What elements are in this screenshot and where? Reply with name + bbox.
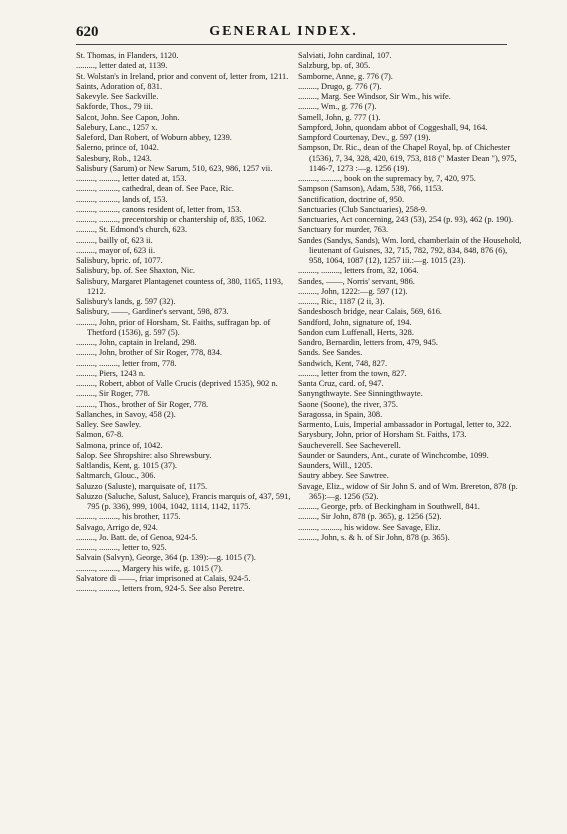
index-entry: Salcot, John. See Capon, John. bbox=[76, 112, 180, 122]
index-column-left bbox=[76, 51, 291, 594]
index-entry: Salisbury (Sarum) or New Sarum, 510, 623, 986, 1257 vii. bbox=[76, 163, 273, 173]
index-entry: Salebury, Lanc., 1257 x. bbox=[76, 122, 158, 132]
index-entry: Sandwich, Kent, 748, 827. bbox=[298, 358, 388, 368]
index-entry: ........., ........., his widow. See Savage, Eliz. bbox=[298, 522, 441, 532]
index-entry: ........., John, 1222:—g. 597 (12). bbox=[298, 286, 408, 296]
index-entry: ........., Sir Roger, 778. bbox=[76, 389, 150, 399]
index-entry: Salisbury, bpric. of, 1077. bbox=[76, 256, 163, 265]
index-entry: Salisbury, Margaret Plantagenet countess of, 380, 1165, 1193, 1212. bbox=[76, 276, 284, 296]
index-entry: Salvain (Salvyn), George, 364 (p. 139):—g. 1015 (7). bbox=[76, 553, 256, 563]
index-entry: ........., John, brother of Sir Roger, 778, 834. bbox=[76, 348, 222, 358]
index-entry: Sautry abbey. See Sawtree. bbox=[298, 471, 389, 481]
index-entry: Saucheverell. See Sacheverell. bbox=[298, 440, 401, 450]
index-entry: ........., ........., letter to, 925. bbox=[76, 543, 167, 552]
index-entry: ........., ........., letter from, 778. bbox=[76, 358, 177, 368]
index-entry: Santa Cruz, card. of, 947. bbox=[298, 379, 384, 388]
index-entry: ........., ........., lands of, 153. bbox=[76, 194, 168, 204]
index-entry: Sampford Courtenay, Dev., g. 597 (19). bbox=[298, 133, 431, 142]
index-entry: ........., Piers, 1243 n. bbox=[76, 368, 146, 378]
index-entry: ........., Marg. See Windsor, Sir Wm., his wife. bbox=[298, 92, 451, 101]
index-entry: ........., John, s. & h. of Sir John, 878 (p. 365). bbox=[298, 532, 450, 542]
index-entry: Sampford, John, quondam abbot of Coggeshall, 94, 164. bbox=[298, 122, 488, 132]
index-entry: ........., ........., canons resident of, letter from, 153. bbox=[76, 204, 242, 214]
index-entry: Sandes, ——, Norris' servant, 986. bbox=[298, 276, 415, 286]
index-column-right bbox=[298, 51, 523, 543]
index-entry: Salmona, prince of, 1042. bbox=[76, 440, 163, 450]
index-entry: ........., George, prb. of Beckingham in Southwell, 841. bbox=[298, 502, 480, 511]
index-entry: Sallanches, in Savoy, 458 (2). bbox=[76, 409, 176, 419]
page-title: GENERAL INDEX. bbox=[209, 24, 358, 39]
index-entry: Salvatore di ——, friar imprisoned at Calais, 924-5. bbox=[76, 573, 251, 583]
index-entry: ........., ........., letters from, 924-5. See also Peretre. bbox=[76, 584, 245, 593]
index-entry: Sanctuaries (Club Sanctuaries), 258-9. bbox=[298, 204, 428, 214]
page-number: 620 bbox=[76, 24, 99, 40]
index-entry: Sanctuaries, Act concerning, 243 (53), 254 (p. 93), 462 (p. 190). bbox=[298, 215, 514, 224]
index-entry: ........., ........., Margery his wife, g. 1015 (7). bbox=[76, 563, 223, 573]
index-entry: Sandford, John, signature of, 194. bbox=[298, 317, 412, 327]
index-entry: Salop. See Shropshire: also Shrewsbury. bbox=[76, 450, 212, 460]
index-entry: ........., Robert, abbot of Valle Crucis (deprived 1535), 902 n. bbox=[76, 379, 278, 388]
index-entry: Salmon, 67-8. bbox=[76, 430, 124, 440]
header-rule bbox=[76, 44, 507, 45]
index-entry: ........., St. Edmond's church, 623. bbox=[76, 225, 188, 235]
index-entry: Sandon cum Luffenall, Herts, 328. bbox=[298, 327, 414, 337]
index-entry: Saluzzo (Saluche, Salust, Saluce), Francis marquis of, 437, 591, 795 (p. 336), 999, 1004, 1042, 1114, 1142, 1175. bbox=[76, 491, 291, 511]
index-entry: ........., letter from the town, 827. bbox=[298, 368, 407, 378]
index-entry: Salisbury, bp. of. See Shaxton, Nic. bbox=[76, 266, 196, 276]
index-entry: ........., Wm., g. 776 (7). bbox=[298, 102, 377, 112]
index-entry: Saluzzo (Saluste), marquisate of, 1175. bbox=[76, 481, 208, 491]
index-entry: ........., bailly of, 623 ii. bbox=[76, 235, 153, 245]
index-entry: ........., ........., precentorship or chantership of, 835, 1062. bbox=[76, 215, 267, 224]
index-entry: Saunder or Saunders, Ant., curate of Winchcombe, 1099. bbox=[298, 450, 489, 460]
index-entry: Sakevyle. See Sackville. bbox=[76, 92, 159, 101]
index-entry: ........., ........., letters from, 32, 1064. bbox=[298, 266, 419, 276]
index-entry: ........., ........., letter dated at, 153. bbox=[76, 174, 187, 183]
index-entry: Sandro, Bernardin, letters from, 479, 945. bbox=[298, 338, 439, 347]
index-entry: Sandesbosch bridge, near Calais, 569, 616. bbox=[298, 307, 442, 317]
index-entry: St. Wolstan's in Ireland, prior and convent of, letter from, 1211. bbox=[76, 71, 289, 81]
index-entry: Salley. See Sawley. bbox=[76, 420, 141, 429]
index-entry: ........., ........., his brother, 1175. bbox=[76, 512, 181, 522]
index-entry: ........., Thos., brother of Sir Roger, 778. bbox=[76, 399, 209, 409]
index-entry: Salisbury, ——, Gardiner's servant, 598, 873. bbox=[76, 307, 229, 317]
index-entry: St. Thomas, in Flanders, 1120. bbox=[76, 51, 179, 60]
index-entry: ........., Jo. Batt. de, of Genoa, 924-5. bbox=[76, 532, 198, 542]
index-entry: Saltmarch, Glouc., 306. bbox=[76, 471, 156, 481]
index-entry: ........., Drugo, g. 776 (7). bbox=[298, 81, 382, 91]
index-entry: ........., Sir John, 878 (p. 365), g. 1256 (52). bbox=[298, 512, 442, 522]
index-entry: Salvago, Arrigo de, 924. bbox=[76, 522, 158, 532]
index-entry: ........., John, prior of Horsham, St. Faiths, suffragan bp. of Thetford (1536), g. 597 (5). bbox=[76, 317, 271, 337]
index-entry: Sanctification, doctrine of, 950. bbox=[298, 194, 405, 204]
index-entry: Samell, John, g. 777 (1). bbox=[298, 112, 381, 122]
index-entry: Sarmento, Luis, Imperial ambassador in Portugal, letter to, 322. bbox=[298, 420, 512, 429]
index-entry: Saragossa, in Spain, 308. bbox=[298, 409, 383, 419]
index-entry: Salesbury, Rob., 1243. bbox=[76, 153, 152, 163]
index-entry: Sakforde, Thos., 79 iii. bbox=[76, 102, 153, 112]
index-entry: Saunders, Will., 1205. bbox=[298, 461, 373, 470]
index-entry: Saleford, Dan Robert, of Woburn abbey, 1239. bbox=[76, 133, 232, 142]
index-entry: ........., ........., cathedral, dean of. See Pace, Ric. bbox=[76, 184, 234, 194]
index-entry: ........., John, captain in Ireland, 298. bbox=[76, 338, 197, 347]
index-entry: Saone (Soone), the river, 375. bbox=[298, 399, 398, 409]
index-entry: Salviati, John cardinal, 107. bbox=[298, 51, 392, 60]
index-entry: Sands. See Sandes. bbox=[298, 348, 363, 358]
index-entry: Sarysbury, John, prior of Horsham St. Faiths, 173. bbox=[298, 430, 467, 440]
index-entry: ........., letter dated at, 1139. bbox=[76, 61, 168, 71]
index-entry: Sandes (Sandys, Sands), Wm. lord, chamberlain of the Household, lieutenant of Guisnes, 32, 715, 782, 792, 834, 848, 876 (6), 958, 1064, 1087 (12), 1257 iii.:—g. 1015 (23). bbox=[298, 235, 522, 265]
index-entry: Saints, Adoration of, 831. bbox=[76, 81, 163, 91]
index-entry: Salisbury's lands, g. 597 (32). bbox=[76, 297, 176, 306]
index-entry: ........., mayor of, 623 ii. bbox=[76, 245, 156, 255]
index-entry: Sanctuary for murder, 763. bbox=[298, 225, 389, 235]
index-entry: Salzburg, bp. of, 305. bbox=[298, 61, 371, 71]
index-entry: Sanyngthwayte. See Sinningthwayte. bbox=[298, 389, 423, 399]
index-entry: Samborne, Anne, g. 776 (7). bbox=[298, 71, 393, 81]
index-entry: ........., ........., book on the supremacy by, 7, 420, 975. bbox=[298, 174, 476, 183]
index-entry: Savage, Eliz., widow of Sir John S. and of Wm. Brereton, 878 (p. 365):—g. 1256 (52). bbox=[298, 481, 518, 501]
index-entry: ........., Ric., 1187 (2 ii, 3). bbox=[298, 297, 385, 306]
index-entry: Sampson (Samson), Adam, 538, 766, 1153. bbox=[298, 184, 444, 194]
index-entry: Sampson, Dr. Ric., dean of the Chapel Royal, bp. of Chichester (1536), 7, 34, 328, 420, 619, 753, 818 (" Master Dean "), 975, 1146-7, 1273 :—g. 1256 (19). bbox=[298, 143, 517, 173]
index-entry: Saltlandis, Kent, g. 1015 (37). bbox=[76, 461, 177, 470]
index-entry: Salerno, prince of, 1042. bbox=[76, 143, 159, 153]
